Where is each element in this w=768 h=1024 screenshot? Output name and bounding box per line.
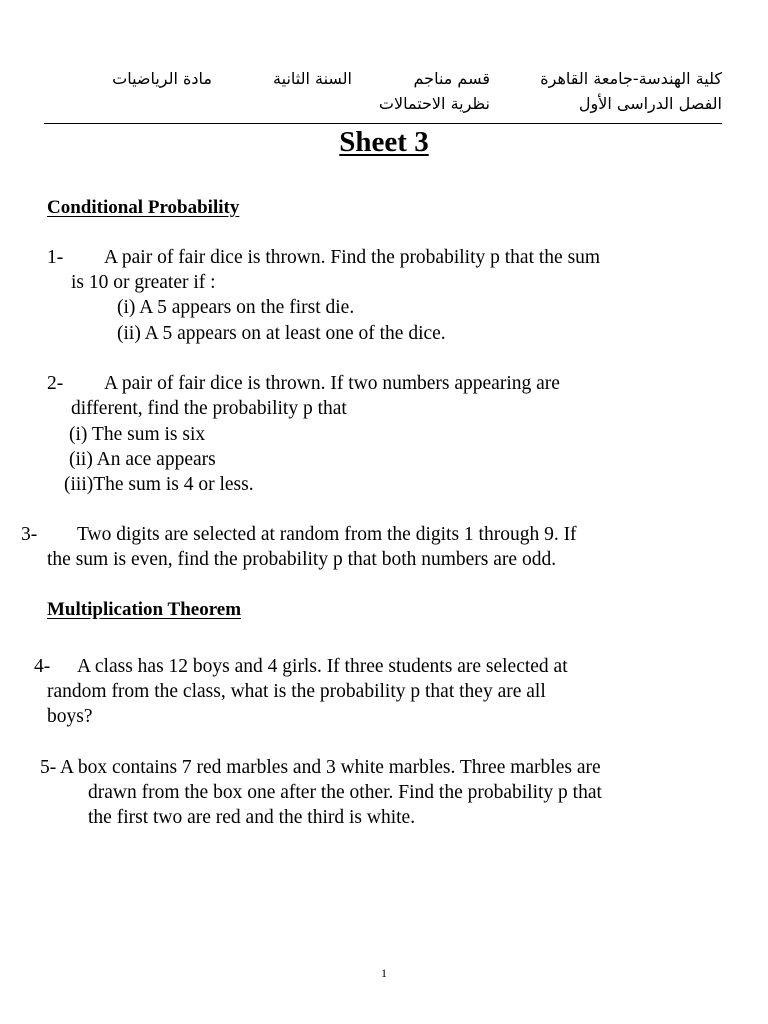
problem-1-part-i: (i) A 5 appears on the first die. <box>117 297 355 318</box>
problem-1-line-2: is 10 or greater if : <box>71 272 216 293</box>
problem-4-line-1: A class has 12 boys and 4 girls. If three students are selected at <box>77 656 568 677</box>
header-subject: مادة الرياضيات <box>112 69 212 88</box>
problem-4-number: 4- <box>34 656 51 677</box>
problem-4-line-2: random from the class, what is the probability p that they are all <box>47 681 546 702</box>
page-number: 1 <box>381 966 387 980</box>
problem-5-line-1: 5- A box contains 7 red marbles and 3 white marbles. Three marbles are <box>40 757 601 778</box>
problem-2-part-i: (i) The sum is six <box>69 424 206 445</box>
section-heading-conditional: Conditional Probability <box>47 197 240 218</box>
problem-3-line-1: Two digits are selected at random from the digits 1 through 9. If <box>77 524 577 545</box>
header-department: قسم مناجم <box>413 69 490 88</box>
problem-4-line-3: boys? <box>47 706 93 727</box>
header-semester: الفصل الدراسى الأول <box>578 94 722 113</box>
problem-1-number: 1- <box>47 247 64 268</box>
header-faculty: كلية الهندسة-جامعة القاهرة <box>540 69 722 88</box>
problem-1-part-ii: (ii) A 5 appears on at least one of the dice. <box>117 323 446 344</box>
section-heading-multiplication: Multiplication Theorem <box>47 599 242 620</box>
problem-2-line-1: A pair of fair dice is thrown. If two numbers appearing are <box>104 373 560 394</box>
problem-5-line-3: the first two are red and the third is white. <box>88 807 416 828</box>
header-course: نظرية الاحتمالات <box>378 94 490 113</box>
problem-3-line-2: the sum is even, find the probability p that both numbers are odd. <box>47 549 557 570</box>
sheet-title: Sheet 3 <box>339 126 429 158</box>
problem-2-line-2: different, find the probability p that <box>71 398 347 419</box>
problem-2-part-iii: (iii)The sum is 4 or less. <box>64 474 254 495</box>
problem-2-number: 2- <box>47 373 64 394</box>
problem-5-line-2: drawn from the box one after the other. Find the probability p that <box>88 782 602 803</box>
problem-2-part-ii: (ii) An ace appears <box>69 449 216 470</box>
problem-1-line-1: A pair of fair dice is thrown. Find the probability p that the sum <box>104 247 601 268</box>
problem-3-number: 3- <box>21 524 38 545</box>
header-year: السنة الثانية <box>273 69 352 88</box>
